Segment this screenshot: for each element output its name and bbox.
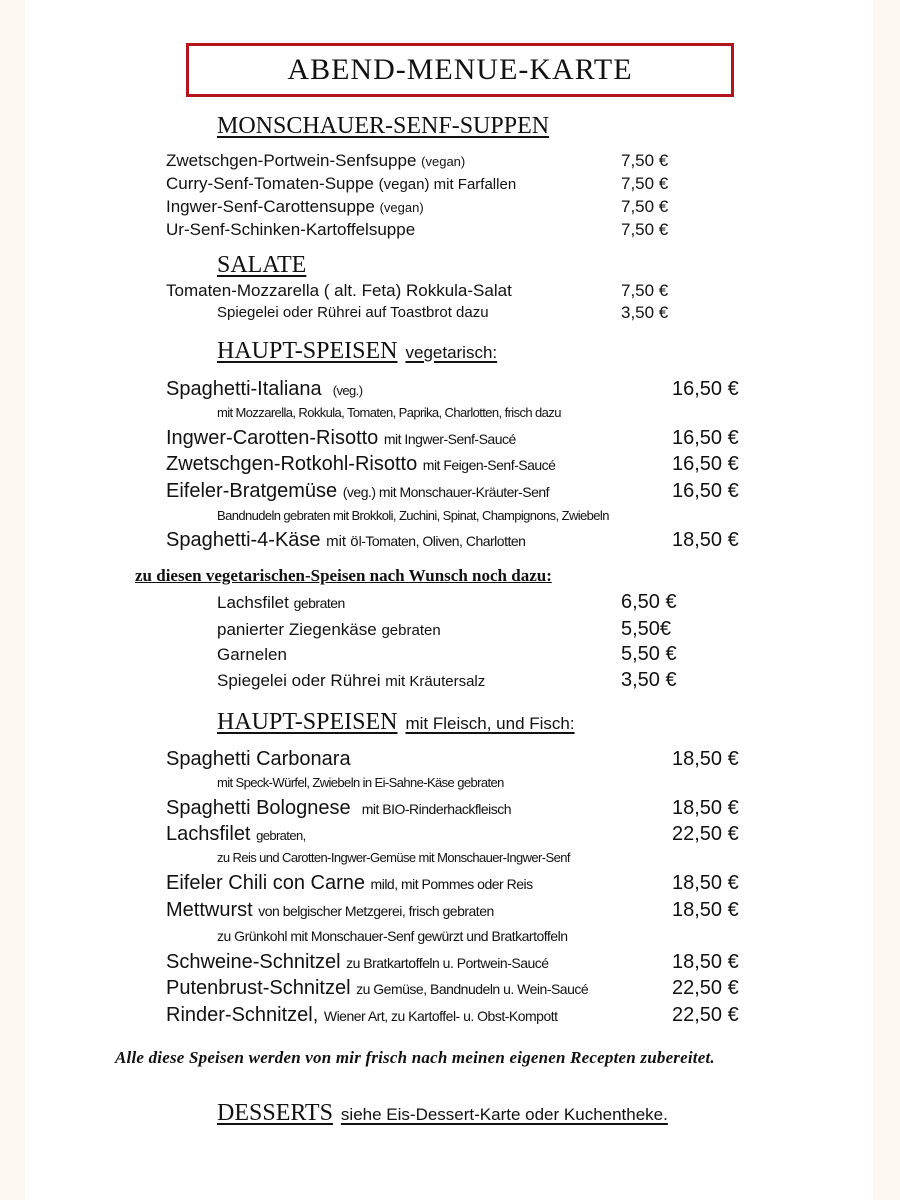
meat-item	[166, 900, 494, 920]
item-name: Garnelen	[217, 645, 287, 664]
item-price: 3,50 €	[621, 669, 677, 691]
item-price: 16,50 €	[672, 453, 739, 475]
item-note: gebraten	[381, 622, 441, 639]
veg-item	[166, 530, 525, 550]
item-price: 22,50 €	[672, 977, 739, 999]
item-desc: mit Speck-Würfel, Zwiebeln in Ei-Sahne-Käse gebraten	[217, 775, 504, 790]
item-price: 3,50 €	[621, 303, 669, 322]
item-price: 16,50 €	[672, 480, 739, 502]
item-name: Ur-Senf-Schinken-Kartoffelsuppe	[166, 220, 416, 239]
veg-heading-text: HAUPT-SPEISEN	[217, 338, 398, 364]
meat-item	[166, 1005, 558, 1025]
item-name: Curry-Senf-Tomaten-Suppe	[166, 174, 374, 193]
item-name: Ingwer-Carotten-Risotto	[166, 427, 379, 449]
desserts-heading	[217, 1101, 668, 1125]
footer-note: Alle diese Speisen werden von mir frisch nach meinen eigenen Recepten zubereitet.	[115, 1048, 715, 1067]
soups-heading: MONSCHAUER-SENF-SUPPEN	[217, 113, 550, 139]
item-note: Wiener Art, zu Kartoffel- u. Obst-Kompott	[323, 1008, 558, 1024]
item-note: mit Feigen-Senf-Saucé	[422, 457, 556, 473]
item-price: 22,50 €	[672, 823, 739, 845]
veg-item	[166, 428, 516, 448]
meat-heading	[217, 710, 575, 734]
extra-item	[217, 646, 287, 663]
veg-item	[166, 481, 549, 501]
item-price: 6,50 €	[621, 591, 677, 613]
item-price: 18,50 €	[672, 529, 739, 551]
item-price: 7,50 €	[621, 174, 669, 193]
item-name: Putenbrust-Schnitzel	[166, 977, 351, 999]
veg-item	[166, 454, 555, 474]
item-name: Spaghetti Bolognese	[166, 797, 351, 819]
item-name: Lachsfilet	[217, 593, 289, 612]
title-box	[186, 43, 734, 97]
item-name: panierter Ziegenkäse	[217, 620, 377, 639]
meat-item	[166, 952, 549, 972]
item-desc: zu Grünkohl mit Monschauer-Senf gewürzt und Bratkartoffeln	[217, 928, 568, 944]
item-note-cont: l-Tomaten, Oliven, Charlotten	[358, 533, 526, 549]
item-name: Ingwer-Senf-Carottensuppe	[166, 197, 375, 216]
item-name: Mettwurst	[166, 899, 253, 921]
item-name: Spaghetti-4-Käse	[166, 529, 321, 551]
item-note: gebraten,	[256, 828, 306, 843]
item-note: (veg.)	[332, 383, 363, 398]
veg-item	[166, 379, 362, 399]
salad-item	[166, 282, 512, 299]
item-price: 7,50 €	[621, 151, 669, 170]
item-note: zu Gemüse, Bandnudeln u. Wein-Saucé	[356, 981, 589, 997]
soup-item	[166, 175, 516, 192]
item-price: 18,50 €	[672, 872, 739, 894]
item-note: von belgischer Metzgerei, frisch gebraten	[258, 903, 494, 919]
meat-item	[166, 824, 306, 844]
item-name: Eifeler-Bratgemüse	[166, 480, 338, 502]
page-title: ABEND-MENUE-KARTE	[287, 53, 633, 86]
item-price: 7,50 €	[621, 220, 669, 239]
item-price: 7,50 €	[621, 197, 669, 216]
meat-heading-text: HAUPT-SPEISEN	[217, 709, 398, 735]
item-price: 18,50 €	[672, 748, 739, 770]
item-note: mit ö	[326, 533, 359, 550]
item-name: Tomaten-Mozzarella ( alt. Feta) Rokkula-Salat	[166, 281, 512, 300]
item-name: Spaghetti Carbonara	[166, 748, 351, 770]
item-note: gebraten	[293, 595, 345, 611]
meat-item	[166, 749, 351, 769]
item-note: mild, mit Pommes oder Reis	[370, 876, 533, 892]
item-name: Spiegelei oder Rührei auf Toastbrot dazu	[217, 304, 489, 321]
desserts-heading-text: DESSERTS	[217, 1100, 333, 1126]
item-price: 5,50 €	[621, 643, 677, 665]
salad-item	[217, 305, 489, 320]
veg-subtitle: vegetarisch:	[405, 343, 498, 362]
item-price: 5,50€	[621, 618, 672, 640]
item-note: mit Ingwer-Senf-Saucé	[383, 431, 516, 447]
item-price: 16,50 €	[672, 427, 739, 449]
meat-item	[166, 978, 588, 998]
item-note: mit BIO-Rinderhackfleisch	[361, 801, 512, 817]
item-desc: zu Reis und Carotten-Ingwer-Gemüse mit Monschauer-Ingwer-Senf	[217, 850, 570, 865]
item-price: 18,50 €	[672, 797, 739, 819]
item-name: Spiegelei oder Rührei	[217, 671, 381, 690]
meat-item	[166, 873, 533, 893]
item-name: Rinder-Schnitzel,	[166, 1004, 319, 1026]
item-desc: Bandnudeln gebraten mit Brokkoli, Zuchini, Spinat, Champignons, Zwiebeln	[217, 508, 609, 523]
extra-item	[217, 621, 441, 638]
extras-note: zu diesen vegetarischen-Speisen nach Wunsch noch dazu:	[135, 566, 552, 585]
item-note: (veg.) mit Monschauer-Kräuter-Senf	[342, 484, 550, 500]
item-price: 18,50 €	[672, 951, 739, 973]
soup-item	[166, 152, 465, 169]
item-note: zu Bratkartoffeln u. Portwein-Saucé	[346, 955, 549, 971]
soup-item	[166, 198, 424, 215]
item-name: Spaghetti-Italiana	[166, 378, 322, 400]
item-name: Zwetschgen-Rotkohl-Risotto	[166, 453, 418, 475]
meat-subtitle: mit Fleisch, und Fisch:	[405, 714, 575, 733]
extra-item	[217, 594, 345, 611]
item-name: Lachsfilet	[166, 823, 251, 845]
item-price: 18,50 €	[672, 899, 739, 921]
item-name: Eifeler Chili con Carne	[166, 872, 365, 894]
item-name: Zwetschgen-Portwein-Senfsuppe	[166, 151, 417, 170]
item-desc: mit Mozzarella, Rokkula, Tomaten, Paprika, Charlotten, frisch dazu	[217, 405, 561, 420]
desserts-text: siehe Eis-Dessert-Karte oder Kuchentheke.	[340, 1105, 668, 1124]
item-note: (vegan) mit Farfallen	[378, 176, 517, 193]
extra-item	[217, 672, 485, 689]
item-note: mit Kräutersalz	[385, 673, 486, 690]
item-price: 7,50 €	[621, 281, 669, 300]
veg-heading	[217, 339, 497, 363]
item-note: (vegan)	[379, 200, 424, 215]
item-price: 16,50 €	[672, 378, 739, 400]
item-note: (vegan)	[421, 154, 466, 169]
soup-item	[166, 221, 415, 238]
salads-heading: SALATE	[217, 252, 307, 278]
item-name: Schweine-Schnitzel	[166, 951, 341, 973]
item-price: 22,50 €	[672, 1004, 739, 1026]
meat-item	[166, 798, 511, 818]
